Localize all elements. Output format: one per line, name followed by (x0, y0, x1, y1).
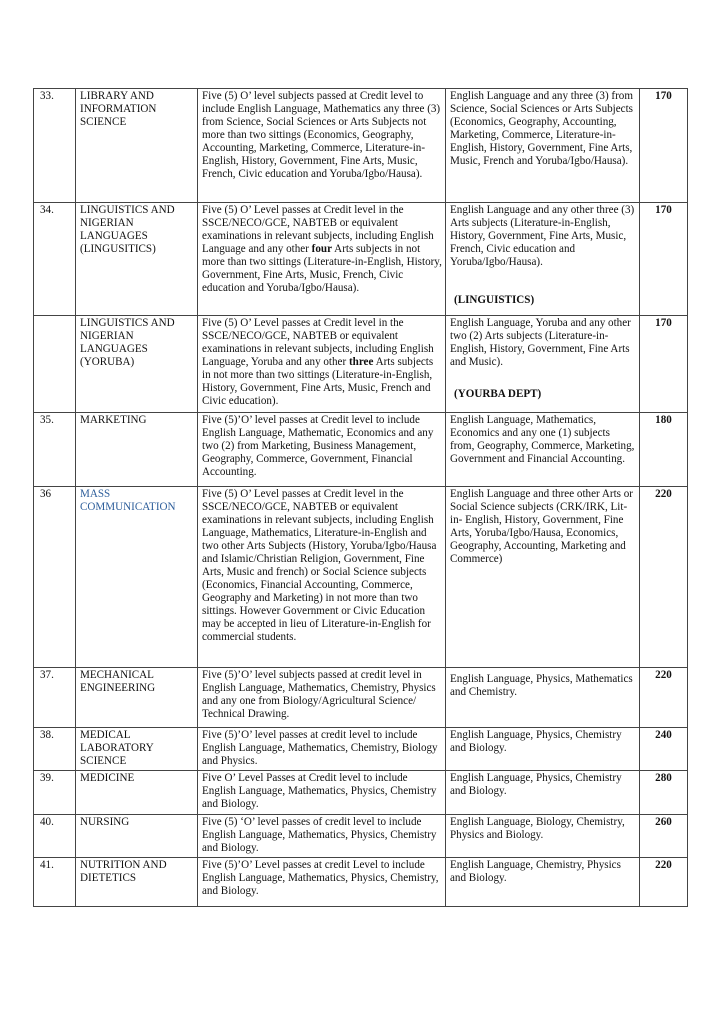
olevel-requirement: Five (5) ‘O’ level passes of credit level to include English Language, Mathematics, Physics, Chemistry and Biology. (198, 815, 446, 858)
table-row (34, 89, 688, 203)
olevel-requirement: Five (5) O’ level subjects passed at Credit level to include English Language, Mathematics any three (3) from Science, Social Sciences or Arts Subjects not more than two sittings (Economics, Geography, Accounting, Marketing, Commerce, Literature-in-English, History, Government, Fine Arts, Music, French, Civic education and Yoruba/Igbo/Hausa). (198, 89, 446, 203)
row-number: 41. (34, 858, 76, 907)
utme-subjects: English Language and three other Arts or Social Science subjects (CRK/IRK, Lit-in- English, History, Government, Fine Arts, Yoruba/Igbo/Hausa, Economics, Geography, Accounting, Marketing and Commerce) (446, 487, 640, 668)
olevel-requirement: Five (5)’O’ level subjects passed at credit level in English Language, Mathematics, Chemistry, Physics and any one from Biology/Agricultural Science/ Technical Drawing. (198, 668, 446, 728)
olevel-requirement: Five (5)’O’ Level passes at credit Level to include English Language, Mathematics, Physics, Chemistry, and Biology. (198, 858, 446, 907)
utme-subjects: English Language, Biology, Chemistry, Physics and Biology. (446, 815, 640, 858)
olevel-text: Arts subjects in not more than two sittings (Literature-in-English, History, Government, Fine Arts, Music, French and Civic education). (202, 356, 434, 407)
cutoff-score: 260 (640, 815, 688, 858)
table-row (34, 858, 688, 907)
table-row (34, 316, 688, 413)
olevel-requirement (198, 316, 446, 413)
course-name: LINGUISTICS AND NIGERIAN LANGUAGES (YORUBA) (76, 316, 198, 413)
utme-text: English Language, Physics, Mathematics and Chemistry. (450, 673, 633, 698)
course-name: MEDICAL LABORATORY SCIENCE (76, 728, 198, 771)
row-number: 35. (34, 413, 76, 487)
utme-subjects: English Language, Chemistry, Physics and Biology. (446, 858, 640, 907)
olevel-requirement: Five (5) O’ Level passes at Credit level in the SSCE/NECO/GCE, NABTEB or equivalent examinations in relevant subjects, including English Language, Mathematics, Literature-in-English and two other Arts Subjects (History, Yoruba/Igbo/Hausa and Islamic/Christian Religion, Government, Fine Arts, Music and french) or Social Science subjects (Economics, Financial Accounting, Commerce, Geography and Marketing) in not more than two sittings. However Government or Civic Education may be accepted in lieu of Literature-in-English for commercial students. (198, 487, 446, 668)
olevel-requirement: Five (5)’O’ level passes at credit level to include English Language, Mathematics, Chemistry, Biology and Physics. (198, 728, 446, 771)
olevel-text: Arts subjects in not more than two sittings (Literature-in-English, History, Government, Fine Arts, Music, French, Civic education and Yoruba/Igbo/Hausa). (202, 243, 442, 294)
table-row (34, 413, 688, 487)
requirements-table (33, 88, 688, 907)
utme-subjects (446, 203, 640, 316)
department-label: (YOURBA DEPT) (454, 388, 542, 400)
olevel-requirement: Five (5)’O’ level passes at Credit level to include English Language, Mathematic, Economics and any two (2) from Marketing, Business Management, Geography, Commerce, Government, Financial Accounting. (198, 413, 446, 487)
cutoff-score: 220 (640, 668, 688, 728)
cutoff-score: 180 (640, 413, 688, 487)
course-name: NURSING (76, 815, 198, 858)
row-number: 34. (34, 203, 76, 316)
table-row (34, 815, 688, 858)
row-number: 39. (34, 771, 76, 815)
table-row (34, 728, 688, 771)
olevel-requirement (198, 203, 446, 316)
row-number: 33. (34, 89, 76, 203)
table-row (34, 203, 688, 316)
utme-subjects: English Language, Mathematics, Economics and any one (1) subjects from, Geography, Commerce, Marketing, Government and Financial Accounting. (446, 413, 640, 487)
olevel-text: Five (5) O’ Level passes at Credit level in the SSCE/NECO/GCE, NABTEB or equivalent examinations in relevant subjects, including English Language, Yoruba and any other (202, 317, 434, 368)
olevel-emphasis: four (311, 243, 333, 255)
cutoff-score: 170 (640, 89, 688, 203)
olevel-requirement: Five O’ Level Passes at Credit level to include English Language, Mathematics, Physics, Chemistry and Biology. (198, 771, 446, 815)
course-name: MARKETING (76, 413, 198, 487)
row-number: 36 (34, 487, 76, 668)
course-name: NUTRITION AND DIETETICS (76, 858, 198, 907)
cutoff-score: 240 (640, 728, 688, 771)
utme-text: English Language, Yoruba and any other two (2) Arts subjects (Literature-in-English, History, Government, Fine Arts and Music). (450, 317, 631, 368)
utme-subjects: English Language and any three (3) from Science, Social Sciences or Arts Subjects (Economics, Geography, Accounting, Marketing, Commerce, Literature-in-English, History, Government, Fine Arts, Music, French and Yoruba/Igbo/Hausa). (446, 89, 640, 203)
olevel-emphasis: three (348, 356, 374, 368)
utme-subjects (446, 668, 640, 728)
table-row (34, 668, 688, 728)
admission-requirements-page (33, 88, 688, 907)
course-name: LIBRARY AND INFORMATION SCIENCE (76, 89, 198, 203)
cutoff-score: 220 (640, 858, 688, 907)
cutoff-score: 170 (640, 203, 688, 316)
department-label: (LINGUISTICS) (454, 294, 535, 306)
cutoff-score: 280 (640, 771, 688, 815)
cutoff-score: 220 (640, 487, 688, 668)
table-row (34, 487, 688, 668)
row-number: 40. (34, 815, 76, 858)
utme-subjects: English Language, Physics, Chemistry and Biology. (446, 771, 640, 815)
cutoff-score: 170 (640, 316, 688, 413)
row-number (34, 316, 76, 413)
course-name: MEDICINE (76, 771, 198, 815)
utme-subjects (446, 316, 640, 413)
olevel-text: Five (5) O’ Level passes at Credit level in the SSCE/NECO/GCE, NABTEB or equivalent examinations in relevant subjects, including English Language and any other (202, 204, 434, 255)
utme-text: English Language and any other three (3) Arts subjects (Literature-in-English, History, Government, Fine Arts, Music, French, Civic education and Yoruba/Igbo/Hausa). (450, 204, 635, 268)
table-row (34, 771, 688, 815)
row-number: 38. (34, 728, 76, 771)
course-name: MASS COMMUNICATION (76, 487, 198, 668)
course-name: LINGUISTICS AND NIGERIAN LANGUAGES (LINGUSITICS) (76, 203, 198, 316)
utme-subjects: English Language, Physics, Chemistry and Biology. (446, 728, 640, 771)
course-name: MECHANICAL ENGINEERING (76, 668, 198, 728)
row-number: 37. (34, 668, 76, 728)
